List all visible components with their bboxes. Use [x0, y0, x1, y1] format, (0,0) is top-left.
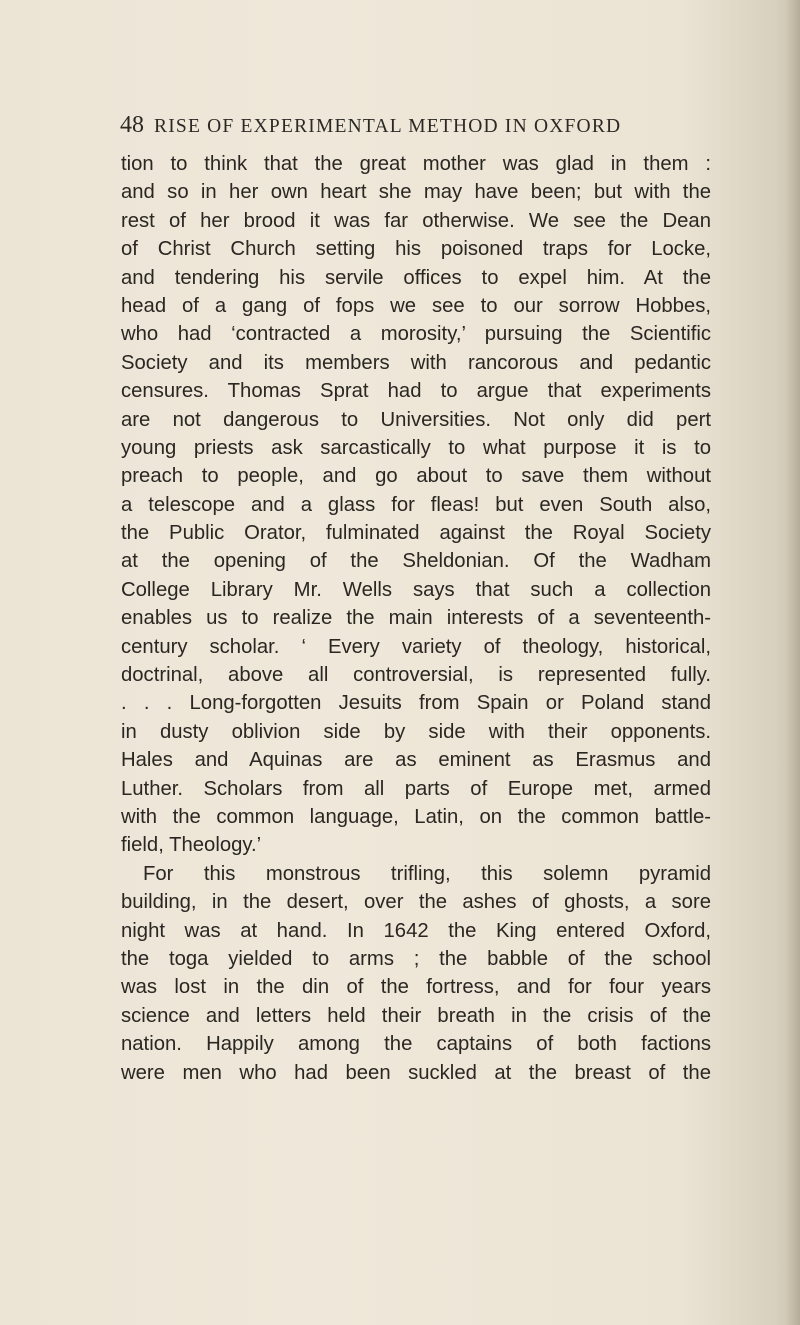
text-line: preach to people, and go about to save them without [121, 465, 711, 488]
body-text [121, 150, 711, 1087]
page-edge-shadow [786, 0, 800, 1325]
text-line: head of a gang of fops we see to our sorrow Hobbes, [121, 294, 711, 317]
text-line: censures. Thomas Sprat had to argue that experiments [121, 380, 711, 403]
text-line: enables us to realize the main interests of a seventeenth- [121, 607, 711, 630]
running-head [120, 112, 720, 146]
text-line: at the opening of the Sheldonian. Of the Wadham [121, 550, 711, 573]
text-line: century scholar. ‘ Every variety of theology, historical, [121, 635, 711, 658]
text-line: the toga yielded to arms ; the babble of the school [121, 947, 711, 970]
running-head-title: RISE OF EXPERIMENTAL METHOD IN OXFORD [154, 116, 622, 137]
text-line: and tendering his servile offices to expel him. At the [121, 266, 711, 289]
text-line: was lost in the din of the fortress, and for four years [121, 976, 711, 999]
page-number: 48 [120, 112, 144, 138]
text-line: tion to think that the great mother was glad in them : [121, 153, 711, 175]
text-line: with the common language, Latin, on the common battle- [121, 805, 711, 828]
text-line: doctrinal, above all controversial, is represented fully. [121, 664, 711, 687]
text-line: in dusty oblivion side by side with their opponents. [121, 720, 711, 743]
text-line: a telescope and a glass for fleas! but even South also, [121, 493, 711, 516]
text-line: night was at hand. In 1642 the King entered Oxford, [121, 919, 711, 942]
text-line: Society and its members with rancorous and pedantic [121, 351, 711, 374]
text-line: College Library Mr. Wells says that such a collection [121, 578, 711, 601]
text-line: science and letters held their breath in the crisis of the [121, 1004, 711, 1027]
text-line: field, Theology.’ [121, 834, 262, 857]
text-line: Hales and Aquinas are as eminent as Erasmus and [121, 749, 711, 772]
text-line: of Christ Church setting his poisoned traps for Locke, [121, 238, 711, 261]
text-line: were men who had been suckled at the breast of the [121, 1061, 711, 1084]
text-line: who had ‘contracted a morosity,’ pursuing the Scientific [121, 323, 711, 346]
text-line: . . . Long-forgotten Jesuits from Spain or Poland stand [121, 692, 711, 715]
text-line: are not dangerous to Universities. Not only did pert [121, 408, 711, 431]
text-line: building, in the desert, over the ashes of ghosts, a sore [121, 891, 711, 914]
text-line: young priests ask sarcastically to what purpose it is to [121, 436, 711, 459]
text-line: nation. Happily among the captains of both factions [121, 1033, 711, 1056]
text-line: the Public Orator, fulminated against the Royal Society [121, 522, 711, 545]
text-line: and so in her own heart she may have been; but with the [121, 181, 711, 204]
text-line: For this monstrous trifling, this solemn pyramid [143, 862, 711, 885]
text-line: Luther. Scholars from all parts of Europe met, armed [121, 777, 711, 800]
text-line: rest of her brood it was far otherwise. We see the Dean [121, 209, 711, 232]
